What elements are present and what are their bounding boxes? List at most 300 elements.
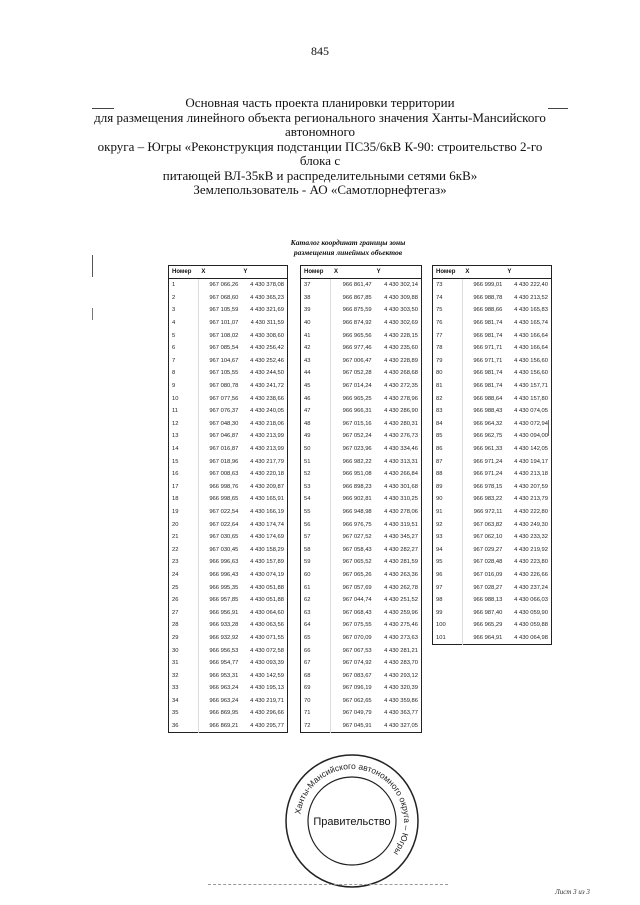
cell-number: 6 (169, 342, 199, 355)
cell-number: 92 (433, 518, 463, 531)
cell-number: 94 (433, 543, 463, 556)
cell-y: 4 430 064,98 (514, 634, 548, 641)
cell-number: 48 (301, 418, 331, 431)
cell-number: 7 (169, 355, 199, 368)
cell-x: 967 076,37 (209, 408, 239, 415)
table-row (433, 455, 552, 468)
cell-y: 4 430 278,06 (384, 508, 418, 515)
cell-y: 4 430 313,31 (384, 458, 418, 465)
cell-y: 4 430 166,64 (514, 332, 548, 339)
cell-x: 966 971,71 (473, 345, 503, 352)
column-header-number: Номер (169, 266, 199, 279)
cell-x: 966 988,64 (473, 395, 503, 402)
cell-y: 4 430 174,74 (250, 521, 284, 528)
cell-x: 967 105,59 (209, 307, 239, 314)
cell-y: 4 430 217,79 (250, 458, 284, 465)
cell-x: 967 085,54 (209, 345, 239, 352)
cell-y: 4 430 142,05 (514, 446, 548, 453)
scan-mark (92, 308, 93, 320)
table-row (301, 518, 422, 531)
cell-y: 4 430 301,68 (384, 483, 418, 490)
cell-number: 58 (301, 543, 331, 556)
cell-number: 100 (433, 619, 463, 632)
cell-number: 27 (169, 606, 199, 619)
table-row (301, 392, 422, 405)
table-row (301, 606, 422, 619)
catalog-heading-line: Каталог координат границы зоны (290, 238, 406, 247)
cell-number: 96 (433, 569, 463, 582)
table-row (301, 329, 422, 342)
cell-number: 21 (169, 531, 199, 544)
cell-number: 70 (301, 695, 331, 708)
cell-x: 967 029,27 (473, 546, 503, 553)
cell-x: 966 999,01 (473, 282, 503, 289)
cell-y: 4 430 302,14 (384, 282, 418, 289)
cell-y: 4 430 213,99 (250, 433, 284, 440)
cell-y: 4 430 157,89 (250, 559, 284, 566)
cell-x: 966 981,74 (473, 320, 503, 327)
cell-y: 4 430 071,55 (250, 634, 284, 641)
page-number: 845 (311, 44, 329, 58)
cell-number: 55 (301, 506, 331, 519)
scan-rule-right (548, 108, 568, 109)
cell-x: 966 988,78 (473, 294, 503, 301)
table-row (433, 518, 552, 531)
table-row (433, 481, 552, 494)
table-row (169, 292, 288, 305)
cell-y: 4 430 283,70 (384, 660, 418, 667)
cell-y: 4 430 281,59 (384, 559, 418, 566)
cell-y: 4 430 228,15 (384, 332, 418, 339)
table-row (433, 569, 552, 582)
table-row (433, 292, 552, 305)
cell-number: 81 (433, 380, 463, 393)
table-row (169, 367, 288, 380)
cell-number: 54 (301, 493, 331, 506)
cell-y: 4 430 319,51 (384, 521, 418, 528)
cell-number: 68 (301, 669, 331, 682)
table-row (301, 619, 422, 632)
cell-y: 4 430 165,74 (514, 320, 548, 327)
cell-number: 18 (169, 493, 199, 506)
cell-number: 19 (169, 506, 199, 519)
cell-x: 966 961,33 (473, 446, 503, 453)
table-header-row (433, 266, 552, 279)
cell-y: 4 430 194,17 (514, 458, 548, 465)
cell-y: 4 430 309,88 (384, 294, 418, 301)
cell-number: 12 (169, 418, 199, 431)
cell-x: 966 963,24 (209, 685, 239, 692)
table-row (301, 292, 422, 305)
table-row (433, 606, 552, 619)
cell-number: 87 (433, 455, 463, 468)
cell-number: 79 (433, 355, 463, 368)
table-row (169, 619, 288, 632)
table-row (301, 468, 422, 481)
cell-y: 4 430 195,13 (250, 685, 284, 692)
cell-y: 4 430 174,69 (250, 534, 284, 541)
cell-y: 4 430 165,83 (514, 307, 548, 314)
cell-number: 8 (169, 367, 199, 380)
cell-number: 62 (301, 594, 331, 607)
cell-number: 51 (301, 455, 331, 468)
cell-x: 967 062,10 (473, 534, 503, 541)
table-row (169, 392, 288, 405)
cell-x: 966 971,24 (473, 471, 503, 478)
cell-number: 64 (301, 619, 331, 632)
cell-number: 93 (433, 531, 463, 544)
cell-y: 4 430 157,71 (514, 383, 548, 390)
cell-y: 4 430 249,30 (514, 521, 548, 528)
table-row (301, 493, 422, 506)
cell-x: 967 016,09 (473, 571, 503, 578)
cell-number: 4 (169, 317, 199, 330)
cell-number: 91 (433, 506, 463, 519)
cell-x: 967 018,96 (209, 458, 239, 465)
table-row (169, 342, 288, 355)
table-row (169, 682, 288, 695)
cell-x: 966 988,43 (473, 408, 503, 415)
cell-x: 966 998,65 (209, 496, 239, 503)
cell-x: 967 030,45 (209, 546, 239, 553)
cell-x: 966 966,31 (342, 408, 372, 415)
cell-y: 4 430 345,27 (384, 534, 418, 541)
cell-number: 85 (433, 430, 463, 443)
cell-number: 71 (301, 707, 331, 720)
cell-y: 4 430 266,84 (384, 471, 418, 478)
footer-rule (208, 884, 448, 885)
cell-y: 4 430 244,50 (250, 370, 284, 377)
cell-x: 967 052,24 (342, 433, 372, 440)
cell-x: 966 972,11 (473, 508, 503, 515)
cell-y: 4 430 157,80 (514, 395, 548, 402)
cell-number: 60 (301, 569, 331, 582)
cell-x: 966 956,53 (209, 647, 239, 654)
table-row (169, 518, 288, 531)
table-row (301, 682, 422, 695)
table-row (433, 581, 552, 594)
cell-y: 4 430 074,05 (514, 408, 548, 415)
cell-x: 967 057,69 (342, 584, 372, 591)
cell-number: 84 (433, 418, 463, 431)
cell-x: 966 964,32 (473, 420, 503, 427)
cell-x: 966 951,08 (342, 471, 372, 478)
table-row (169, 569, 288, 582)
cell-number: 50 (301, 443, 331, 456)
table-row (169, 695, 288, 708)
cell-y: 4 430 220,18 (250, 471, 284, 478)
cell-number: 42 (301, 342, 331, 355)
cell-x: 966 874,92 (342, 320, 372, 327)
cell-y: 4 430 378,08 (250, 282, 284, 289)
cell-x: 967 068,60 (209, 294, 239, 301)
table-row (169, 669, 288, 682)
cell-number: 9 (169, 380, 199, 393)
cell-x: 967 022,54 (209, 508, 239, 515)
cell-x: 967 058,43 (342, 546, 372, 553)
table-row (301, 506, 422, 519)
cell-x: 966 971,24 (473, 458, 503, 465)
cell-number: 16 (169, 468, 199, 481)
cell-x: 967 028,48 (473, 559, 503, 566)
cell-number: 1 (169, 279, 199, 292)
cell-x: 966 875,59 (342, 307, 372, 314)
table-row (169, 443, 288, 456)
cell-y: 4 430 165,91 (250, 496, 284, 503)
cell-x: 967 083,67 (342, 672, 372, 679)
cell-number: 53 (301, 481, 331, 494)
table-row (301, 657, 422, 670)
cell-y: 4 430 256,42 (250, 345, 284, 352)
cell-y: 4 430 281,21 (384, 647, 418, 654)
table-row (169, 430, 288, 443)
cell-x: 967 016,87 (209, 446, 239, 453)
cell-number: 15 (169, 455, 199, 468)
cell-number: 67 (301, 657, 331, 670)
table-row (433, 380, 552, 393)
table-row (301, 481, 422, 494)
cell-x: 967 014,24 (342, 383, 372, 390)
cell-y: 4 430 226,66 (514, 571, 548, 578)
cell-y: 4 430 213,79 (514, 496, 548, 503)
cell-number: 52 (301, 468, 331, 481)
table-row (169, 329, 288, 342)
table-row (433, 619, 552, 632)
cell-number: 24 (169, 569, 199, 582)
cell-number: 77 (433, 329, 463, 342)
cell-number: 14 (169, 443, 199, 456)
cell-number: 2 (169, 292, 199, 305)
cell-y: 4 430 051,88 (250, 584, 284, 591)
cell-y: 4 430 321,69 (250, 307, 284, 314)
table-row (169, 657, 288, 670)
cell-y: 4 430 051,88 (250, 597, 284, 604)
cell-y: 4 430 213,99 (250, 446, 284, 453)
table-row (301, 720, 422, 733)
table-row (433, 543, 552, 556)
table-row (301, 279, 422, 292)
cell-y: 4 430 320,39 (384, 685, 418, 692)
cell-number: 13 (169, 430, 199, 443)
table-row (169, 418, 288, 431)
cell-number: 44 (301, 367, 331, 380)
cell-y: 4 430 059,88 (514, 622, 548, 629)
cell-y: 4 430 295,77 (250, 723, 284, 730)
cell-number: 95 (433, 556, 463, 569)
cell-x: 967 074,92 (342, 660, 372, 667)
cell-number: 40 (301, 317, 331, 330)
cell-x: 967 063,82 (473, 521, 503, 528)
cell-y: 4 430 235,60 (384, 345, 418, 352)
table-row (169, 355, 288, 368)
cell-number: 31 (169, 657, 199, 670)
seal-ring-text: Ханты-Мансийского автономного округа – Югры (292, 760, 413, 858)
table-row (169, 606, 288, 619)
cell-y: 4 430 311,59 (250, 320, 284, 327)
table-row (301, 405, 422, 418)
cell-y: 4 430 286,90 (384, 408, 418, 415)
cell-x: 966 965,25 (342, 395, 372, 402)
cell-number: 80 (433, 367, 463, 380)
table-row (433, 443, 552, 456)
cell-number: 25 (169, 581, 199, 594)
cell-x: 966 957,85 (209, 597, 239, 604)
table-row (433, 418, 552, 431)
cell-x: 967 044,74 (342, 597, 372, 604)
cell-number: 46 (301, 392, 331, 405)
cell-number: 78 (433, 342, 463, 355)
cell-y: 4 430 213,52 (514, 294, 548, 301)
cell-y: 4 430 222,40 (514, 282, 548, 289)
cell-x: 967 077,56 (209, 395, 239, 402)
cell-x: 967 065,26 (342, 571, 372, 578)
column-header-y: Y (374, 266, 422, 279)
table-row (301, 644, 422, 657)
cell-number: 75 (433, 304, 463, 317)
table-row (301, 430, 422, 443)
table-row (301, 455, 422, 468)
cell-y: 4 430 273,63 (384, 634, 418, 641)
cell-number: 41 (301, 329, 331, 342)
table-row (169, 632, 288, 645)
cell-number: 59 (301, 556, 331, 569)
table-row (301, 380, 422, 393)
cell-y: 4 430 282,27 (384, 546, 418, 553)
table-row (301, 543, 422, 556)
cell-number: 35 (169, 707, 199, 720)
cell-x: 966 963,24 (209, 697, 239, 704)
cell-x: 966 995,35 (209, 584, 239, 591)
table-row (169, 455, 288, 468)
cell-x: 967 046,87 (209, 433, 239, 440)
table-row (301, 342, 422, 355)
cell-x: 966 869,95 (209, 710, 239, 717)
table-row (169, 468, 288, 481)
column-header-x: X (331, 266, 374, 279)
coordinate-table-1 (168, 265, 288, 733)
table-row (433, 594, 552, 607)
cell-x: 966 953,31 (209, 672, 239, 679)
title-line: для размещения линейного объекта регионального значения Ханты-Мансийского автономного (94, 109, 546, 139)
cell-x: 967 015,16 (342, 420, 372, 427)
cell-x: 966 983,22 (473, 496, 503, 503)
cell-y: 4 430 334,46 (384, 446, 418, 453)
cell-number: 101 (433, 632, 463, 645)
cell-y: 4 430 156,60 (514, 357, 548, 364)
table-row (301, 581, 422, 594)
table-row (301, 304, 422, 317)
cell-y: 4 430 219,71 (250, 697, 284, 704)
table-row (433, 304, 552, 317)
cell-number: 57 (301, 531, 331, 544)
title-line: округа – Югры «Реконструкция подстанции ПС35/6кВ К-90: строительство 2-го блока с (97, 138, 543, 168)
cell-number: 83 (433, 405, 463, 418)
cell-y: 4 430 363,77 (384, 710, 418, 717)
cell-x: 966 956,91 (209, 609, 239, 616)
cell-number: 26 (169, 594, 199, 607)
table-row (169, 481, 288, 494)
title-line: Основная часть проекта планировки территории (185, 95, 455, 110)
cell-number: 28 (169, 619, 199, 632)
coordinate-table-2 (300, 265, 422, 733)
cell-x: 966 902,81 (342, 496, 372, 503)
cell-x: 967 008,63 (209, 471, 239, 478)
cell-x: 966 978,15 (473, 483, 503, 490)
cell-y: 4 430 094,00 (514, 433, 548, 440)
cell-y: 4 430 237,24 (514, 584, 548, 591)
cell-y: 4 430 268,68 (384, 370, 418, 377)
cell-number: 38 (301, 292, 331, 305)
cell-number: 73 (433, 279, 463, 292)
sheet-label: Лист 3 из 3 (555, 888, 590, 896)
cell-number: 33 (169, 682, 199, 695)
cell-x: 966 869,21 (209, 723, 239, 730)
table-row (301, 695, 422, 708)
table-row (301, 669, 422, 682)
cell-number: 22 (169, 543, 199, 556)
table-row (433, 468, 552, 481)
table-row (169, 720, 288, 733)
cell-x: 966 867,85 (342, 294, 372, 301)
cell-x: 967 052,28 (342, 370, 372, 377)
cell-number: 5 (169, 329, 199, 342)
cell-y: 4 430 166,19 (250, 508, 284, 515)
cell-y: 4 430 223,80 (514, 559, 548, 566)
cell-y: 4 430 233,32 (514, 534, 548, 541)
cell-y: 4 430 308,60 (250, 332, 284, 339)
table-row (169, 531, 288, 544)
table-row (169, 380, 288, 393)
cell-x: 966 981,74 (473, 332, 503, 339)
cell-y: 4 430 158,29 (250, 546, 284, 553)
coordinate-table-3 (432, 265, 552, 645)
table-row (301, 707, 422, 720)
table-row (433, 367, 552, 380)
cell-y: 4 430 241,72 (250, 383, 284, 390)
cell-y: 4 430 365,23 (250, 294, 284, 301)
table-row (169, 304, 288, 317)
cell-x: 966 976,75 (342, 521, 372, 528)
cell-y: 4 430 166,64 (514, 345, 548, 352)
table-row (169, 543, 288, 556)
cell-x: 966 965,56 (342, 332, 372, 339)
cell-y: 4 430 303,50 (384, 307, 418, 314)
cell-y: 4 430 310,25 (384, 496, 418, 503)
cell-number: 99 (433, 606, 463, 619)
table-row (169, 405, 288, 418)
cell-y: 4 430 142,59 (250, 672, 284, 679)
scan-mark (92, 255, 93, 277)
cell-x: 967 006,47 (342, 357, 372, 364)
cell-number: 43 (301, 355, 331, 368)
cell-number: 36 (169, 720, 199, 733)
cell-number: 74 (433, 292, 463, 305)
cell-y: 4 430 072,58 (250, 647, 284, 654)
table-row (433, 279, 552, 292)
table-row (433, 531, 552, 544)
cell-x: 966 954,77 (209, 660, 239, 667)
cell-y: 4 430 280,31 (384, 420, 418, 427)
cell-x: 967 066,26 (209, 282, 239, 289)
cell-y: 4 430 252,46 (250, 357, 284, 364)
cell-x: 967 028,27 (473, 584, 503, 591)
cell-y: 4 430 066,03 (514, 597, 548, 604)
cell-number: 56 (301, 518, 331, 531)
cell-y: 4 430 228,89 (384, 357, 418, 364)
cell-x: 967 105,55 (209, 370, 239, 377)
column-header-x: X (462, 266, 504, 279)
cell-y: 4 430 263,36 (384, 571, 418, 578)
